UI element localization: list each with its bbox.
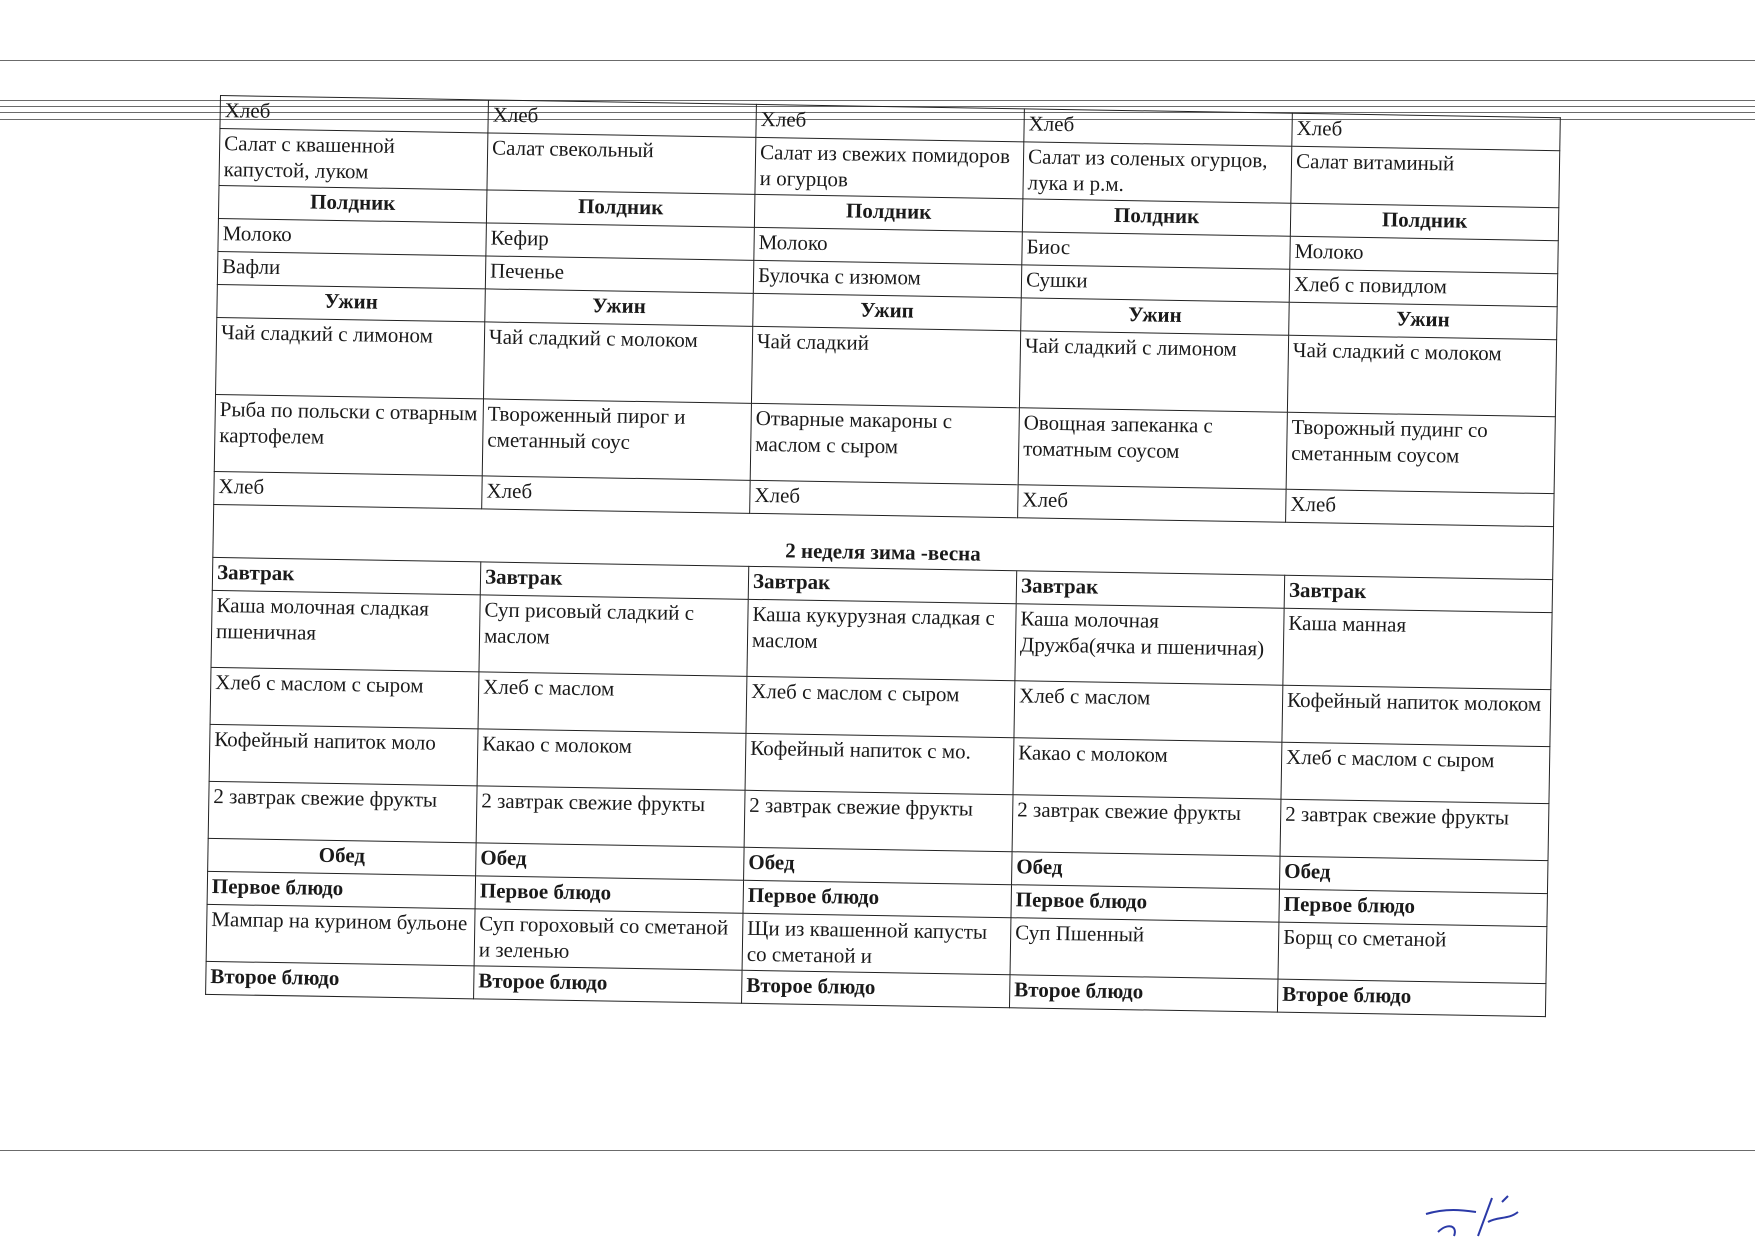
- table-cell: Салат из соленых огурцов, лука и р.м.: [1023, 142, 1292, 203]
- course-heading: Второе блюдо: [1009, 975, 1278, 1012]
- section-heading: Обед: [208, 838, 477, 875]
- menu-table-wrapper: [205, 95, 1560, 1017]
- table-cell: Борщ со сметаной: [1278, 922, 1547, 983]
- table-cell: Хлеб: [1018, 485, 1287, 522]
- section-heading: Завтрак: [212, 557, 481, 594]
- table-cell: Хлеб: [482, 476, 751, 513]
- table-cell: Молоко: [754, 227, 1023, 264]
- week-title: 2 неделя зима -весна: [213, 504, 1554, 579]
- table-cell: Хлеб: [750, 480, 1019, 517]
- table-cell: Хлеб: [1024, 109, 1293, 146]
- scan-edge-line-top: [0, 60, 1755, 61]
- course-heading: Первое блюдо: [475, 876, 744, 913]
- table-cell: Чай сладкий: [751, 326, 1020, 407]
- section-heading: Ужип: [753, 293, 1022, 330]
- table-cell: Хлеб: [220, 96, 489, 133]
- table-cell: 2 завтрак свежие фрукты: [744, 790, 1013, 851]
- table-cell: Чай сладкий с молоком: [1287, 335, 1556, 416]
- table-cell: Кофейный напиток моло: [209, 724, 478, 785]
- section-heading: Завтрак: [1284, 575, 1553, 612]
- section-heading: Полдник: [1022, 199, 1291, 236]
- table-cell: Суп рисовый сладкий с маслом: [479, 595, 748, 676]
- section-heading: Завтрак: [480, 562, 749, 599]
- table-cell: 2 завтрак свежие фрукты: [476, 786, 745, 847]
- section-heading: Обед: [744, 847, 1013, 884]
- section-heading: Завтрак: [748, 566, 1017, 603]
- table-cell: Хлеб: [1286, 489, 1555, 526]
- course-heading: Второе блюдо: [474, 966, 743, 1003]
- table-cell: Хлеб: [488, 100, 757, 137]
- table-cell: Хлеб с маслом: [478, 672, 747, 733]
- table-cell: Щи из квашенной капусты со сметаной и: [742, 913, 1011, 974]
- table-cell: Молоко: [218, 218, 487, 255]
- course-heading: Первое блюдо: [1279, 889, 1548, 926]
- table-cell: Хлеб с маслом с сыром: [1281, 742, 1550, 803]
- table-cell: Суп Пшенный: [1010, 918, 1279, 979]
- table-cell: Чай сладкий с молоком: [483, 322, 752, 403]
- section-heading: Ужин: [1021, 298, 1290, 335]
- table-cell: Кефир: [486, 223, 755, 260]
- table-cell: Печенье: [485, 256, 754, 293]
- table-cell: Каша манная: [1283, 608, 1552, 689]
- scan-edge-line-bottom: [0, 1150, 1755, 1151]
- table-cell: Какао с молоком: [1013, 738, 1282, 799]
- table-cell: Каша молочная сладкая пшеничная: [211, 590, 480, 671]
- signature-mark: [1418, 1192, 1538, 1240]
- section-heading: Ужин: [1289, 302, 1558, 339]
- course-heading: Второе блюдо: [1277, 979, 1546, 1016]
- section-heading: Завтрак: [1016, 571, 1285, 608]
- table-cell: Творожный пудинг со сметанным соусом: [1286, 412, 1555, 493]
- table-cell: Хлеб с маслом с сыром: [746, 676, 1015, 737]
- course-heading: Второе блюдо: [206, 961, 475, 998]
- table-cell: Хлеб: [756, 104, 1025, 141]
- table-cell: Чай сладкий с лимоном: [216, 317, 485, 398]
- section-heading: Полдник: [754, 194, 1023, 231]
- table-cell: 2 завтрак свежие фрукты: [1012, 795, 1281, 856]
- section-heading: Ужин: [485, 289, 754, 326]
- course-heading: Первое блюдо: [1011, 885, 1280, 922]
- menu-table: [205, 95, 1561, 1017]
- table-cell: 2 завтрак свежие фрукты: [1280, 799, 1549, 860]
- table-cell: Салат витаминый: [1291, 146, 1560, 207]
- table-cell: Салат из свежих помидоров и огурцов: [755, 137, 1024, 198]
- table-cell: Твороженный пирог и сметанный соус: [482, 399, 751, 480]
- table-cell: Отварные макароны с маслом с сыром: [750, 403, 1019, 484]
- section-heading: Полдник: [218, 185, 487, 222]
- table-cell: Молоко: [1290, 236, 1559, 273]
- table-cell: Кофейный напиток с мо.: [745, 733, 1014, 794]
- section-heading: Обед: [1279, 856, 1548, 893]
- course-heading: Первое блюдо: [207, 871, 476, 908]
- table-cell: Какао с молоком: [477, 729, 746, 790]
- section-heading: Обед: [476, 843, 745, 880]
- table-cell: Сушки: [1021, 265, 1290, 302]
- table-cell: Чай сладкий с лимоном: [1019, 331, 1288, 412]
- section-heading: Ужин: [217, 284, 486, 321]
- table-cell: Каша молочная Дружба(ячка и пшеничная): [1015, 604, 1284, 685]
- table-cell: Хлеб с маслом: [1014, 681, 1283, 742]
- table-cell: Суп гороховый со сметаной и зеленью: [474, 909, 743, 970]
- table-cell: 2 завтрак свежие фрукты: [208, 781, 477, 842]
- table-cell: Биос: [1022, 232, 1291, 269]
- table-cell: Вафли: [217, 251, 486, 288]
- table-cell: Мампар на курином бульоне: [206, 904, 475, 965]
- table-cell: Салат свекольный: [487, 133, 756, 194]
- table-cell: Рыба по польски с отварным картофелем: [214, 394, 483, 475]
- table-cell: Хлеб: [1292, 113, 1561, 150]
- table-cell: Каша кукурузная сладкая с маслом: [747, 599, 1016, 680]
- table-cell: Булочка с изюмом: [753, 260, 1022, 297]
- section-heading: Полдник: [486, 190, 755, 227]
- course-heading: Второе блюдо: [742, 970, 1011, 1007]
- course-heading: Первое блюдо: [743, 880, 1012, 917]
- section-heading: Обед: [1012, 852, 1281, 889]
- table-cell: Хлеб с повидлом: [1289, 269, 1558, 306]
- section-heading: Полдник: [1290, 203, 1559, 240]
- table-cell: Кофейный напиток молоком: [1282, 685, 1551, 746]
- table-cell: Салат с квашенной капустой, луком: [219, 129, 488, 190]
- table-cell: Хлеб с маслом с сыром: [210, 667, 479, 728]
- table-cell: Хлеб: [214, 471, 483, 508]
- table-cell: Овощная запеканка с томатным соусом: [1018, 408, 1287, 489]
